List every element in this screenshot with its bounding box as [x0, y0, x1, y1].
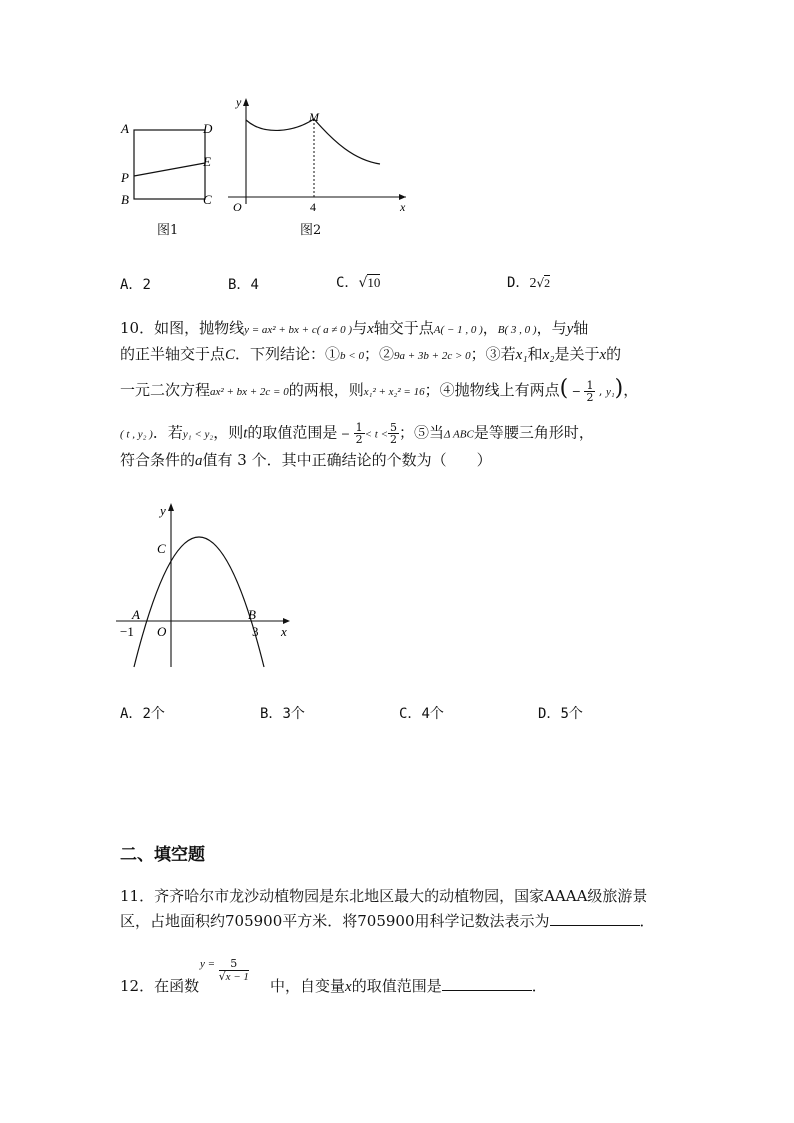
q12-line: 12．在函数 — [120, 977, 200, 995]
label-a: A — [121, 121, 129, 136]
segment-pe — [134, 163, 205, 176]
option-letter: B． — [260, 706, 283, 722]
label-d: D — [203, 121, 213, 136]
label-e: E — [203, 154, 211, 169]
label-b: B — [248, 607, 256, 622]
option-letter: D． — [538, 706, 561, 722]
section-title: 二、填空题 — [120, 845, 205, 865]
q10-option-c[interactable] — [399, 703, 444, 723]
figure-2-caption: 图2 — [300, 223, 322, 238]
label-neg1: −1 — [120, 624, 134, 639]
q9-option-d[interactable]: D．2√2 — [507, 275, 551, 291]
q11-line-2: 区，占地面积约705900平方米．将705900用科学记数法表示为 ． — [120, 912, 655, 930]
option-letter: D． — [507, 275, 530, 291]
q11-answer-blank[interactable] — [550, 911, 640, 926]
figure-2-graph — [224, 92, 414, 217]
q10-line-1: 10．如图，抛物线y = ax² + bx + c( a ≠ 0 )与x轴交于点A( − 1 , 0 )，B( 3 , 0 )，与y轴 — [120, 319, 589, 337]
label-y: y — [160, 503, 166, 518]
q12-answer-blank[interactable] — [442, 976, 532, 991]
q10-option-d[interactable] — [538, 703, 583, 723]
parabola-curve — [134, 537, 264, 667]
q12-rest: 中，自变量x的取值范围是 ． — [270, 977, 547, 995]
fraction-t-upper: $\frac{5}{2}$ — [390, 421, 398, 446]
label-three: 3 — [252, 624, 259, 639]
q10-option-b[interactable] — [260, 703, 305, 723]
label-o: O — [233, 200, 242, 214]
func-radicand: x − 1 — [225, 971, 249, 983]
label-b: B — [121, 192, 129, 207]
option-text: 2 — [142, 277, 151, 293]
option-letter: C． — [399, 706, 422, 722]
fraction-t-lower: $\frac{1}{2}$ — [355, 421, 363, 446]
option-text: 4个 — [421, 706, 444, 722]
q11-line-1: 11．齐齐哈尔市龙沙动植物园是东北地区最大的动植物园，国家AAAA级旅游景 — [120, 887, 648, 905]
option-letter: B． — [228, 277, 251, 293]
option-text: 3个 — [282, 706, 305, 722]
q9-option-a[interactable] — [120, 274, 151, 294]
label-x: x — [400, 200, 406, 214]
q9-option-c[interactable]: C．√10 — [336, 275, 381, 291]
label-o: O — [157, 624, 167, 639]
option-text: 4 — [250, 277, 259, 293]
label-c: C — [203, 192, 212, 207]
label-four: 4 — [310, 200, 316, 214]
q10-line-4: ( t , y₂ )．若y₁ < y₂，则t的取值范围是 − $\frac{1}{2}$ < t < $\frac{5}{2}$ ；⑤当Δ ABC是等腰三角形时， — [120, 421, 594, 446]
q10-line-5: 符合条件的a值有 3 个．其中正确结论的个数为（ ） — [120, 451, 492, 469]
figure-1-caption: 图1 — [157, 223, 179, 238]
sqrt-coef: 2 — [529, 276, 537, 291]
q12-function: y = $\frac{5}{√x - 1}$ — [200, 957, 249, 983]
graph-curve — [246, 119, 380, 164]
q10-option-a[interactable] — [120, 703, 165, 723]
option-text: 5个 — [560, 706, 583, 722]
label-a: A — [132, 607, 140, 622]
y-axis-arrow — [168, 503, 174, 511]
option-letter: A． — [120, 277, 143, 293]
q10-line-3: 一元二次方程ax² + bx + 2c = 0的两根，则x₁² + x₂² = 16；④抛物线上有两点( − $\frac{1}{2}$ , y₁)， — [120, 376, 639, 404]
label-c: C — [157, 541, 166, 556]
option-text: 2个 — [142, 706, 165, 722]
sqrt-radicand: 10 — [367, 275, 381, 290]
label-y: y — [236, 95, 242, 109]
figure-1-square — [110, 110, 230, 215]
label-p: P — [121, 170, 129, 185]
option-letter: A． — [120, 706, 143, 722]
option-letter: C． — [336, 275, 359, 291]
func-numerator: 5 — [219, 958, 249, 971]
y-axis-arrow — [243, 98, 249, 106]
label-m: M — [309, 110, 319, 124]
sqrt-radicand: 2 — [544, 276, 551, 290]
q10-line-2: 的正半轴交于点C．下列结论：①b < 0；②9a + 3b + 2c > 0；③若x₁和x₂是关于x的 — [120, 345, 622, 363]
figure-3-parabola — [112, 495, 297, 675]
label-x: x — [281, 624, 287, 639]
fraction-one-half: $\frac{1}{2}$ — [586, 378, 594, 404]
q9-option-b[interactable] — [228, 274, 259, 294]
